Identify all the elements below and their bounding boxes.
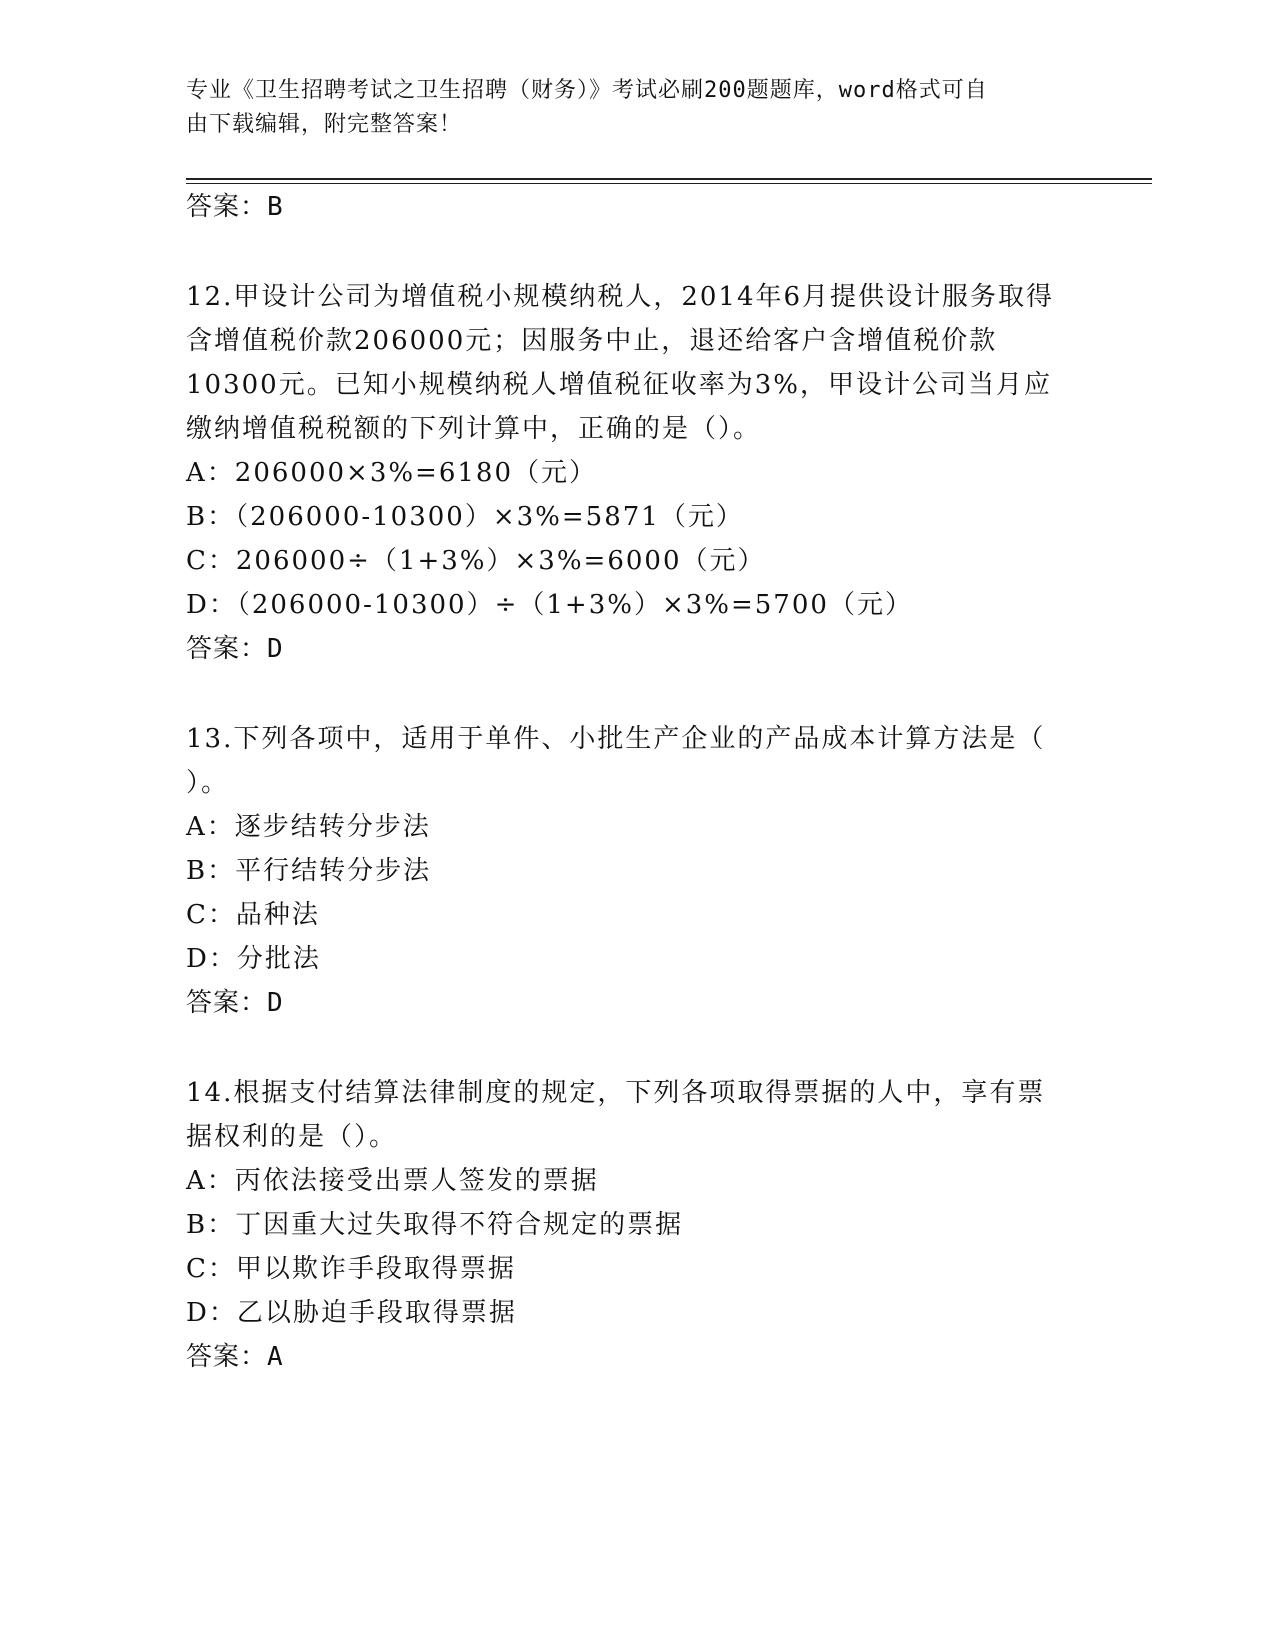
q13-option-d: D：分批法 (186, 944, 321, 974)
q13-stem-line-1: 13.下列各项中，适用于单件、小批生产企业的产品成本计算方法是（ (186, 724, 1046, 754)
q14-stem-line-2: 据权利的是（）。 (186, 1122, 398, 1152)
q12-stem-line-3: 10300元。已知小规模纳税人增值税征收率为3%，甲设计公司当月应 (186, 370, 1052, 400)
q12-stem-line-2: 含增值税价款206000元；因服务中止，退还给客户含增值税价款 (186, 326, 998, 356)
q12-option-c: C：206000÷（1+3%）×3%=6000（元） (186, 546, 766, 576)
q13-option-c: C：品种法 (186, 900, 320, 930)
q14-option-d: D：乙以胁迫手段取得票据 (186, 1298, 517, 1328)
q14-stem-line-1: 14.根据支付结算法律制度的规定，下列各项取得票据的人中，享有票 (186, 1078, 1046, 1108)
q13-option-b: B：平行结转分步法 (186, 856, 432, 886)
header-rule-thick (186, 178, 1152, 180)
document-header (186, 74, 1086, 142)
q14-option-a: A：丙依法接受出票人签发的票据 (186, 1166, 599, 1196)
q13-option-a: A：逐步结转分步法 (186, 812, 431, 842)
q12-stem-line-1: 12.甲设计公司为增值税小规模纳税人，2014年6月提供设计服务取得 (186, 282, 1055, 312)
q13-answer: 答案：D (186, 988, 284, 1018)
q14-option-b: B：丁因重大过失取得不符合规定的票据 (186, 1210, 684, 1240)
q13-stem-line-2: ）。 (186, 768, 230, 798)
q12-option-b: B：（206000-10300）×3%=5871（元） (186, 502, 744, 532)
q12-option-a: A：206000×3%=6180（元） (186, 458, 598, 488)
prev-answer: 答案：B (186, 192, 284, 222)
header-rule-thin (186, 183, 1152, 184)
header-line-1: 专业《卫生招聘考试之卫生招聘（财务）》考试必刷200题题库，word格式可自 (186, 78, 988, 103)
q14-answer: 答案：A (186, 1342, 284, 1372)
q12-answer: 答案：D (186, 634, 284, 664)
header-line-2: 由下载编辑，附完整答案！ (186, 112, 463, 137)
q12-stem-line-4: 缴纳增值税税额的下列计算中，正确的是（）。 (186, 414, 762, 444)
q12-option-d: D：（206000-10300）÷（1+3%）×3%=5700（元） (186, 590, 913, 620)
q14-option-c: C：甲以欺诈手段取得票据 (186, 1254, 516, 1284)
